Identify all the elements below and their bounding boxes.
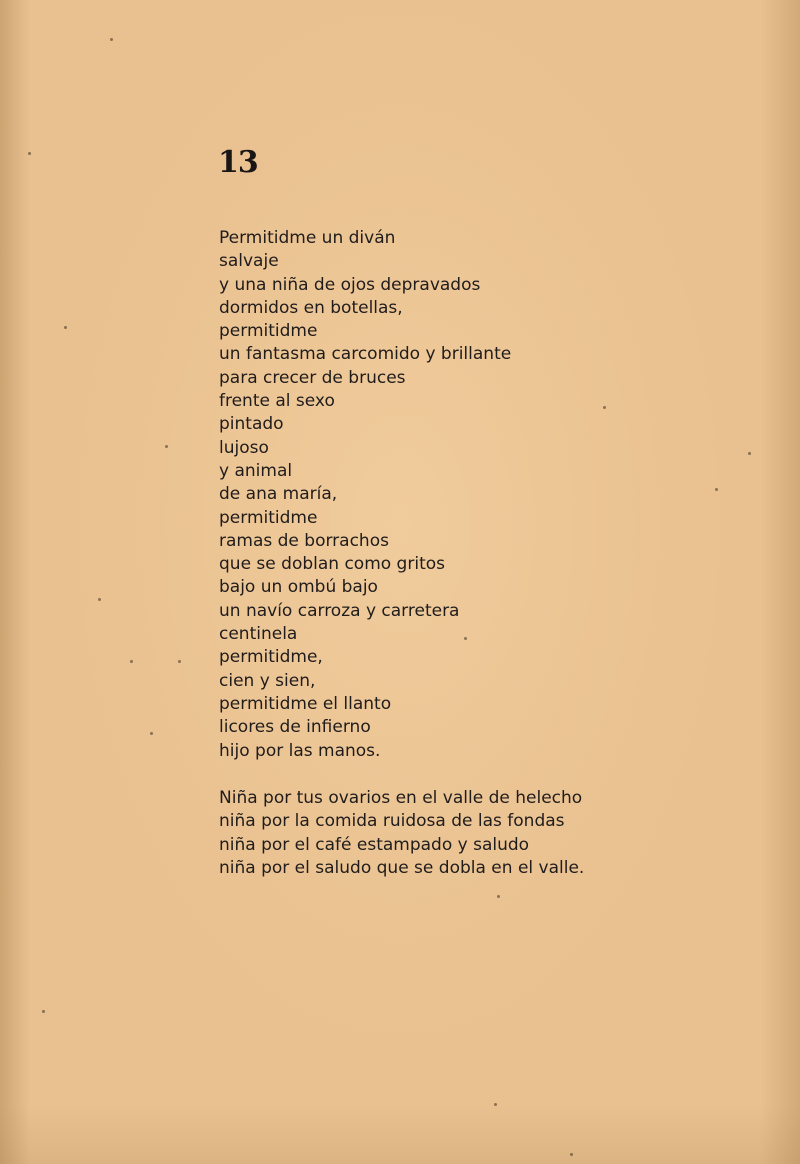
page-number: 13 [218,145,258,180]
poem-line: dormidos en botellas, [219,297,403,318]
poem-line: pintado [219,414,284,435]
paper-speck [150,732,153,735]
poem-line: frente al sexo [219,391,335,412]
poem-line: hijo por las manos. [219,740,381,761]
poem-line: salvaje [219,251,279,272]
paper-speck [497,895,500,898]
paper-speck [178,660,181,663]
poem-line: lujoso [219,437,269,458]
paper-speck [494,1103,497,1106]
poem-stanza-2 [219,787,584,880]
poem-line: permitidme [219,507,318,528]
paper-speck [28,152,31,155]
poem-line: permitidme [219,321,318,342]
poem-line: Niña por tus ovarios en el valle de helecho [219,788,583,808]
poem-line: de ana maría, [219,484,338,505]
poem-line: un fantasma carcomido y brillante [219,344,512,365]
poem-line: que se doblan como gritos [219,554,445,575]
poem-line: y una niña de ojos depravados [219,274,481,295]
poem-line: centinela [219,624,298,645]
poem-line: cien y sien, [219,670,316,691]
poem-line: y animal [219,460,293,481]
paper-speck [130,660,133,663]
paper-speck [748,452,751,455]
paper-speck [42,1010,45,1013]
paper-speck [464,637,467,640]
poem-line: un navío carroza y carretera [219,600,460,621]
poem-line: niña por la comida ruidosa de las fondas [219,811,565,832]
poem-line: bajo un ombú bajo [219,577,378,598]
paper-speck [98,598,101,601]
paper-speck [110,38,113,41]
paper-speck [165,445,168,448]
poem-line: Permitidme un diván [219,228,396,248]
poem-line: permitidme, [219,647,323,668]
poem-line: ramas de borrachos [219,530,389,551]
paper-speck [64,326,67,329]
poem-stanza-1 [219,227,511,763]
poem-line: niña por el café estampado y saludo [219,834,530,855]
poem-line: para crecer de bruces [219,367,406,388]
poem-line: permitidme el llanto [219,693,392,714]
paper-speck [603,406,606,409]
paper-speck [715,488,718,491]
poem-line: niña por el saludo que se dobla en el valle. [219,857,585,878]
paper-speck [570,1153,573,1156]
poem-line: licores de infierno [219,717,371,738]
